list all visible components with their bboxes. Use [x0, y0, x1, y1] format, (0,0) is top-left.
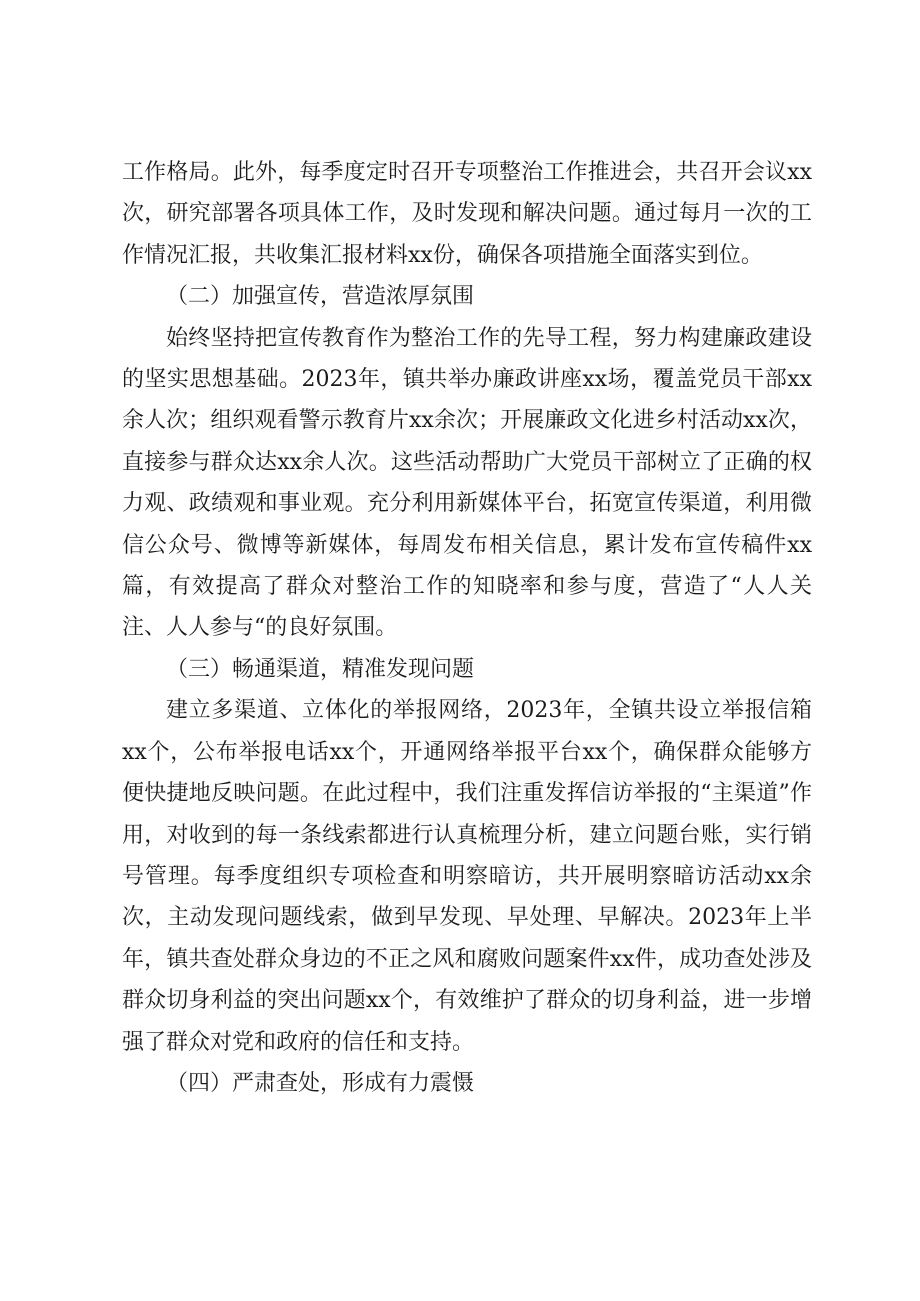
- section-heading-3: （三）畅通渠道，精准发现问题: [166, 656, 475, 682]
- paragraph-continuation: 工作格局。此外，每季度定时召开专项整治工作推进会，共召开会议xx次，研究部署各项具体工作，及时发现和解决问题。通过每月一次的工作情况汇报，共收集汇报材料xx份，确保各项措施全面落实到位。: [122, 160, 812, 268]
- section-heading-4: （四）严肃查处，形成有力震慑: [166, 1070, 475, 1096]
- paragraph-publicity: 始终坚持把宣传教育作为整治工作的先导工程，努力构建廉政建设的坚实思想基础。2023年，镇共举办廉政讲座xx场，覆盖党员干部xx余人次；组织观看警示教育片xx余次；开展廉政文化进乡村活动xx次，直接参与群众达xx余人次。这些活动帮助广大党员干部树立了正确的权力观、政绩观和事业观。充分利用新媒体平台，拓宽宣传渠道，利用微信公众号、微博等新媒体，每周发布相关信息，累计发布宣传稿件xx篇，有效提高了群众对整治工作的知晓率和参与度，营造了“人人关注、人人参与“的良好氛围。: [122, 325, 812, 641]
- section-heading-2: （二）加强宣传，营造浓厚氛围: [166, 284, 475, 310]
- paragraph-channels: 建立多渠道、立体化的举报网络，2023年，全镇共设立举报信箱xx个，公布举报电话xx个，开通网络举报平台xx个，确保群众能够方便快捷地反映问题。在此过程中，我们注重发挥信访举报的“主渠道”作用，对收到的每一条线索都进行认真梳理分析，建立问题台账，实行销号管理。每季度组织专项检查和明察暗访，共开展明察暗访活动xx余次，主动发现问题线索，做到早发现、早处理、早解决。2023年上半年，镇共查处群众身边的不正之风和腐败问题案件xx件，成功查处涉及群众切身利益的突出问题xx个，有效维护了群众的切身利益，进一步增强了群众对党和政府的信任和支持。: [122, 698, 812, 1055]
- document-body: [122, 152, 812, 1104]
